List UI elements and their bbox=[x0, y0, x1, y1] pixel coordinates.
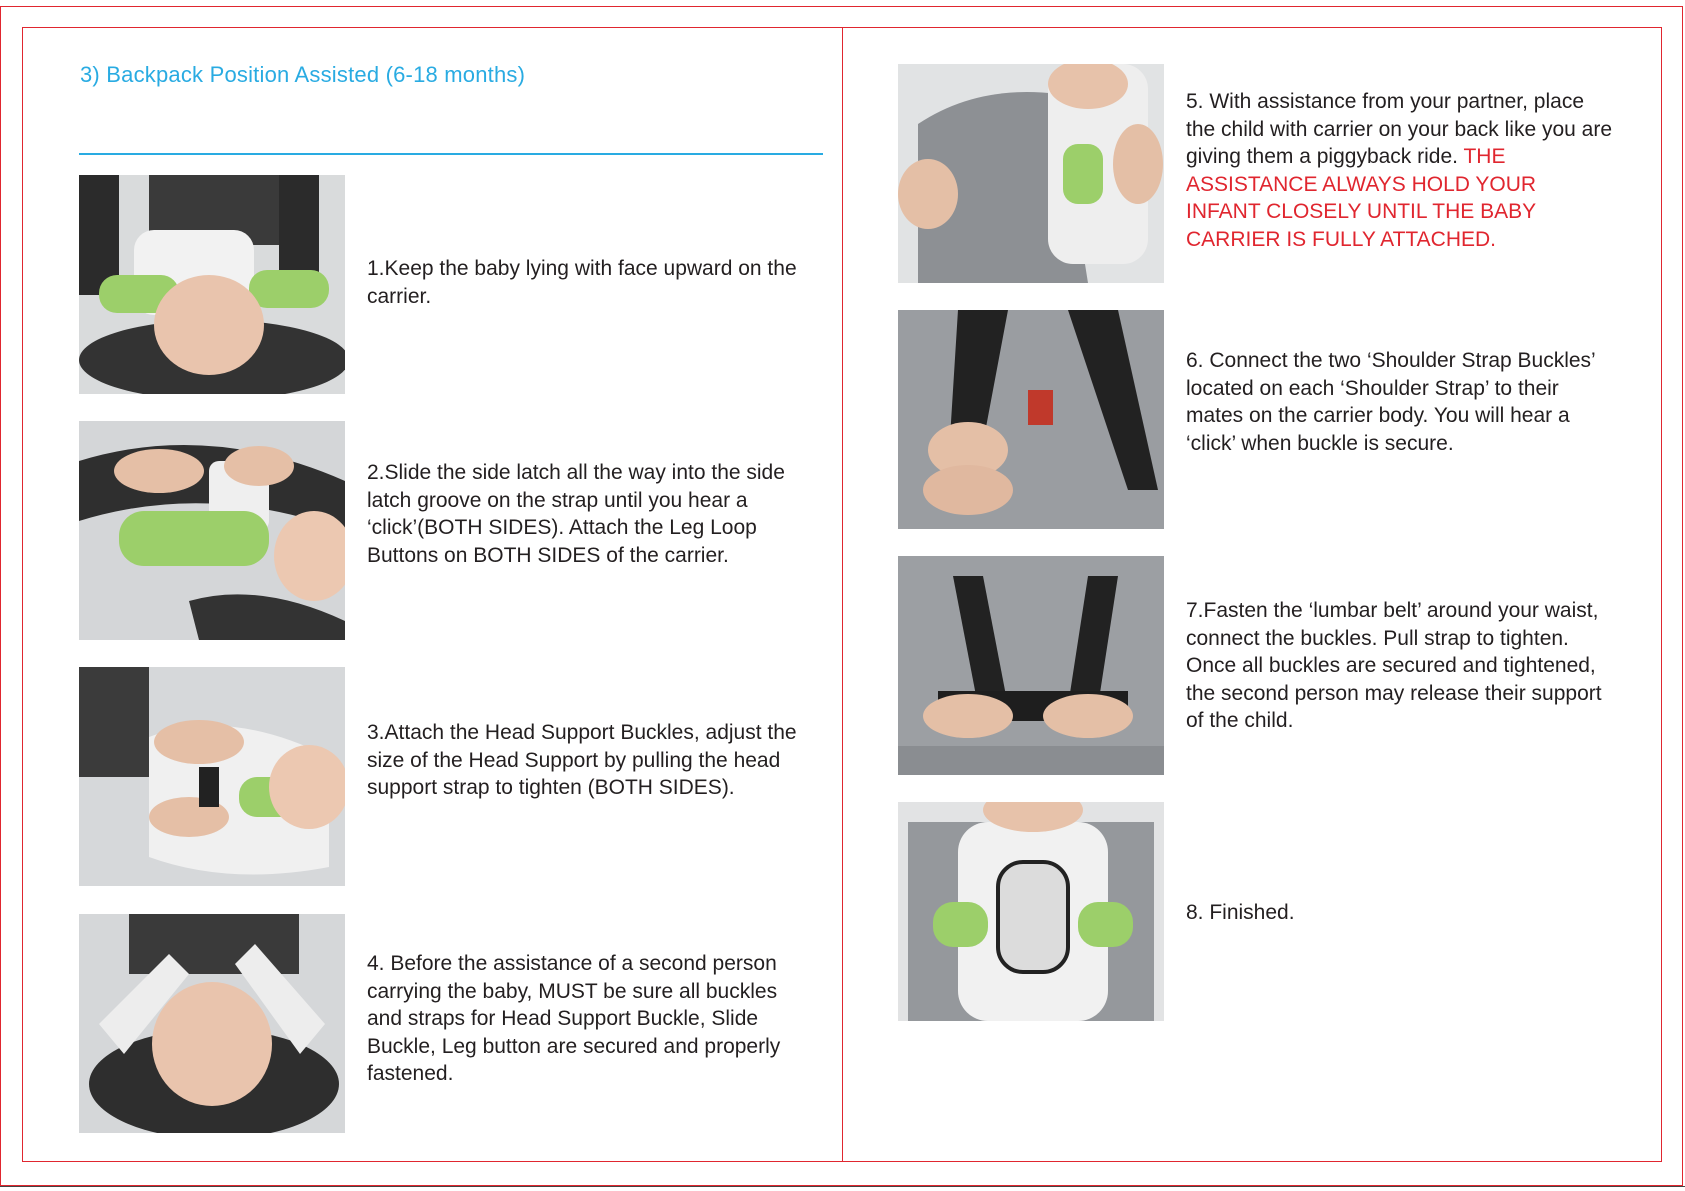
buckles-secured-photo bbox=[79, 914, 345, 1133]
head-support-buckle-photo bbox=[79, 667, 345, 886]
page-divider bbox=[842, 27, 843, 1162]
shoulder-strap-buckles-photo bbox=[898, 310, 1164, 529]
section-title: 3) Backpack Position Assisted (6-18 months) bbox=[80, 62, 526, 87]
step-1-text: 1.Keep the baby lying with face upward on the carrier. bbox=[367, 257, 797, 308]
step-2-text: 2.Slide the side latch all the way into the side latch groove on the strap until you hear a ‘click’(BOTH SIDES). Attach the Leg Loop Buttons on BOTH SIDES of the carrier. bbox=[367, 461, 785, 567]
step-4-text: 4. Before the assistance of a second person carrying the baby, MUST be sure all buckles and straps for Head Support Buckle, Slide Buckle, Leg button are secured and properly fastened. bbox=[367, 952, 781, 1085]
side-latch-photo bbox=[79, 421, 345, 640]
step-8-text: 8. Finished. bbox=[1186, 901, 1295, 924]
bottom-edge bbox=[0, 1186, 1685, 1187]
piggyback-placement-photo bbox=[898, 64, 1164, 283]
step-6-text: 6. Connect the two ‘Shoulder Strap Buckles’ located on each ‘Shoulder Strap’ to their mates on the carrier body. You will hear a ‘click’ when buckle is secure. bbox=[1186, 349, 1595, 455]
step-5-instruction: 5. With assistance from your partner, place the child with carrier on your back like you are giving them a piggyback ride. bbox=[1186, 90, 1613, 168]
title-rule bbox=[79, 153, 823, 155]
step-5-text bbox=[1186, 88, 1616, 253]
finished-carrier-photo bbox=[898, 802, 1164, 1021]
baby-lying-on-carrier-photo bbox=[79, 175, 345, 394]
step-7-text: 7.Fasten the ‘lumbar belt’ around your waist, connect the buckles. Pull strap to tighten. Once all buckles are secured and tightened, the second person may release their support of the child. bbox=[1186, 599, 1602, 732]
lumbar-belt-photo bbox=[898, 556, 1164, 775]
step-3-text: 3.Attach the Head Support Buckles, adjust the size of the Head Support by pulling the head support strap to tighten (BOTH SIDES). bbox=[367, 721, 797, 799]
step-5-warning: THE ASSISTANCE ALWAYS HOLD YOUR INFANT CLOSELY UNTIL THE BABY CARRIER IS FULLY ATTACHED. bbox=[1186, 145, 1537, 251]
